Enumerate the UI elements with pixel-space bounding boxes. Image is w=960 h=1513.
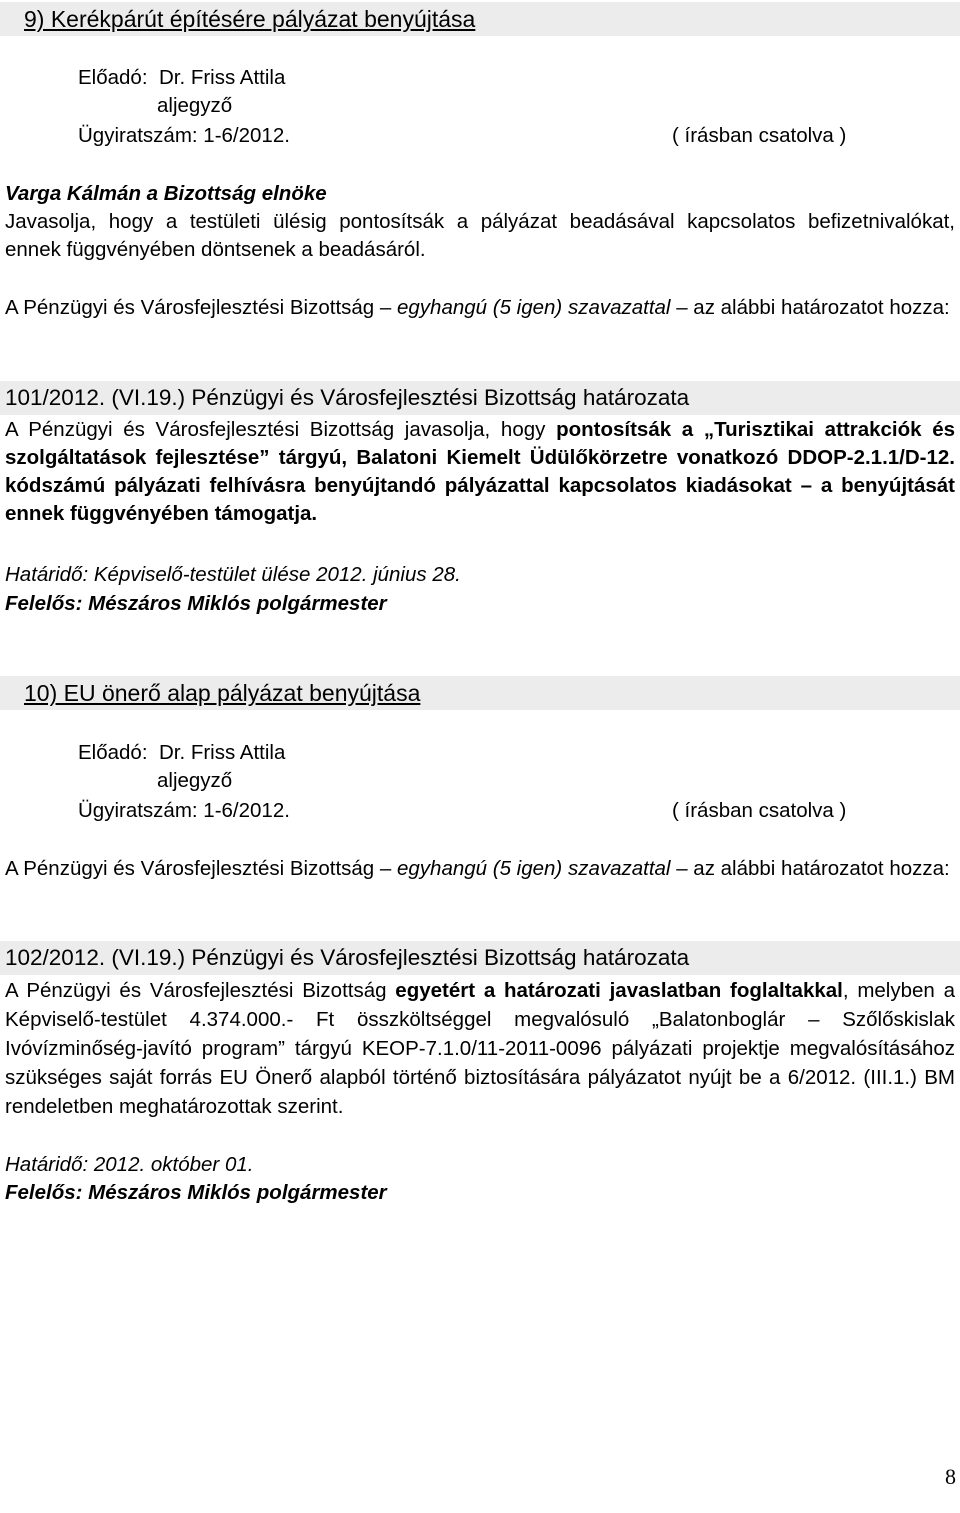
vote-statement: [5, 294, 955, 322]
section-heading: 9) Kerékpárút építésére pályázat benyújtása: [24, 6, 476, 32]
chair-line: Varga Kálmán a Bizottság elnöke: [5, 182, 327, 205]
responsible: Felelős: Mészáros Miklós polgármester: [5, 1181, 387, 1204]
section-heading: 10) EU önerő alap pályázat benyújtása: [24, 680, 421, 706]
vote-suffix: – az alábbi határozatot hozza:: [670, 296, 950, 319]
presenter-label: Előadó:: [78, 741, 148, 764]
presenter-line: [78, 739, 285, 767]
vote-suffix: – az alábbi határozatot hozza:: [670, 857, 950, 880]
resolution-decision: egyetért a határozati javaslatban foglaltakkal: [395, 979, 843, 1002]
resolution-text: [5, 976, 955, 1121]
proposal-line: Javasolja, hogy a testületi ülésig pontosítsák a pályázat beadásával kapcsolatos befizetnivalókat,: [5, 210, 955, 233]
page-number: 8: [945, 1464, 956, 1489]
resolution-intro: A Pénzügyi és Városfejlesztési Bizottság: [5, 979, 396, 1002]
attachment-note: ( írásban csatolva ): [672, 124, 847, 147]
presenter-role: aljegyző: [157, 769, 233, 792]
deadline: Határidő: Képviselő-testület ülése 2012. június 28.: [5, 563, 461, 586]
responsible: Felelős: Mészáros Miklós polgármester: [5, 592, 387, 615]
vote-statement: [5, 855, 955, 883]
resolution-details: , melyben a Képviselő-testület 4.374.000.- Ft összköltséggel megvalósuló „Balatonboglár – Szőlőskislak Ivóvízminőség-javító program” tárgyú KEOP-7.1.0/11-2011-0096 pályázati projektje megvalósításához szükséges saját forrás EU Önerő alapból történő biztosítására pályázatot nyújt be a 6/2012. (III.1.) BM rendeletben meghatározottak szerint.: [5, 979, 955, 1118]
presenter-label: Előadó:: [78, 66, 148, 89]
attachment-note: ( írásban csatolva ): [672, 799, 847, 822]
vote-prefix: A Pénzügyi és Városfejlesztési Bizottság –: [5, 296, 397, 319]
presenter-name: Dr. Friss Attila: [158, 741, 286, 764]
proposal-line: ennek függvényében döntsenek a beadásáról.: [5, 238, 426, 261]
case-number: Ügyiratszám: 1-6/2012.: [78, 799, 290, 822]
presenter-name: Dr. Friss Attila: [158, 66, 286, 89]
vote-result: egyhangú (5 igen) szavazattal: [396, 296, 671, 319]
presenter-role: aljegyző: [157, 94, 233, 117]
case-number: Ügyiratszám: 1-6/2012.: [78, 124, 290, 147]
resolution-text: [5, 416, 955, 528]
resolution-intro: A Pénzügyi és Városfejlesztési Bizottság javasolja, hogy: [5, 418, 557, 441]
deadline: Határidő: 2012. október 01.: [5, 1153, 254, 1176]
vote-prefix: A Pénzügyi és Városfejlesztési Bizottság –: [5, 857, 397, 880]
proposal-text: [5, 208, 955, 264]
vote-result: egyhangú (5 igen) szavazattal: [396, 857, 671, 880]
resolution-title: 101/2012. (VI.19.) Pénzügyi és Városfejlesztési Bizottság határozata: [5, 385, 690, 410]
resolution-decision: pontosítsák a „Turisztikai attrakciók és szolgáltatások fejlesztése” tárgyú, Balatoni Kiemelt Üdülőkörzetre vonatkozó DDOP-2.1.1/D-12. kódszámú pályázati felhívásra benyújtandó pályázattal kapcsolatos kiadásokat – a benyújtását ennek függvényében támogatja.: [5, 418, 956, 525]
resolution-title: 102/2012. (VI.19.) Pénzügyi és Városfejlesztési Bizottság határozata: [5, 945, 690, 970]
presenter-line: [78, 64, 285, 92]
